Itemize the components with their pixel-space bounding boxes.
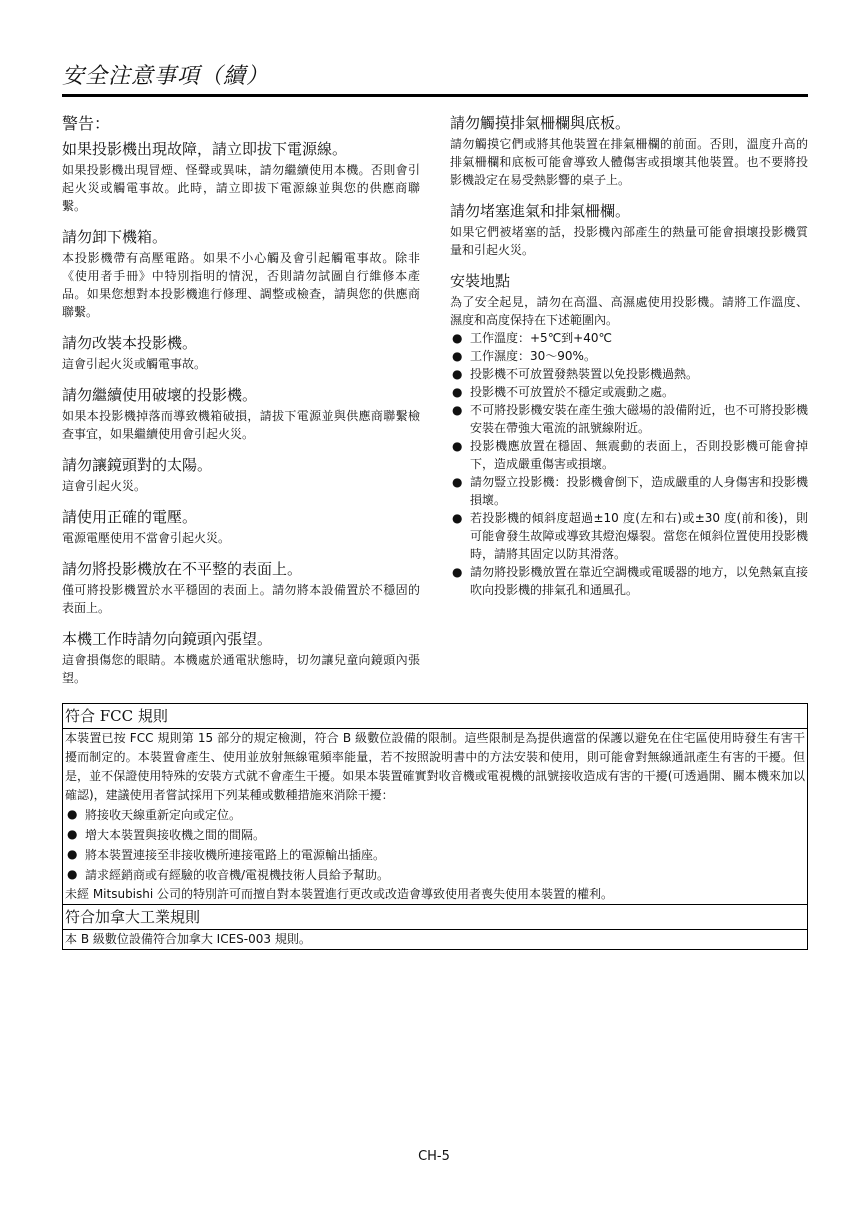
- bullet-icon: ●: [452, 511, 463, 525]
- bullet-icon: ●: [452, 565, 463, 579]
- section-body: 本投影機帶有高壓電路。如果不小心觸及會引起觸電事故。除非《使用者手冊》中特別指明的情況，否則請勿試圖自行維修本產品。如果您想對本投影機進行修理、調整或檢查，請與您的供應商聯繫。: [62, 251, 420, 319]
- list-item: ● 請勿豎立投影機：投影機會倒下，造成嚴重的人身傷害和投影機損壞。: [452, 475, 808, 507]
- fcc-note: 未經 Mitsubishi 公司的特別許可而擅自對本裝置進行更改或改造會導致使用者喪失使用本裝置的權利。: [65, 887, 614, 901]
- section-body: 如果投影機出現冒煙、怪聲或異味，請勿繼續使用本機。否則會引起火災或觸電事故。此時，請立即拔下電源線並與您的供應商聯繫。: [62, 163, 420, 213]
- section-body: 這會損傷您的眼睛。本機處於通電狀態時，切勿讓兒童向鏡頭內張望。: [62, 653, 420, 685]
- list-item: ● 增大本裝置與接收機之間的間隔。: [67, 827, 266, 842]
- bullet-icon: ●: [67, 867, 78, 881]
- right-column: [450, 112, 808, 610]
- fcc-compliance-box: [62, 703, 808, 950]
- bullet-icon: ●: [452, 349, 463, 363]
- section-body: 請勿觸摸它們或將其他裝置在排氣柵欄的前面。否則，溫度升高的排氣柵欄和底板可能會導致人體傷害或損壞其他裝置。也不要將投影機設定在易受熱影響的桌子上。: [450, 137, 808, 187]
- section-heading: 本機工作時請勿向鏡頭內張望。: [62, 630, 273, 648]
- section-body: 如果本投影機掉落而導致機箱破損，請拔下電源並與供應商聯繫檢查事宜，如果繼續使用會引起火災。: [62, 409, 420, 441]
- list-item: ● 將接收天線重新定向或定位。: [67, 807, 242, 822]
- section-heading: 請勿卸下機箱。: [62, 228, 168, 246]
- section-heading: 請勿觸摸排氣柵欄與底板。: [450, 114, 631, 132]
- install-bullet-list: [450, 329, 808, 599]
- list-item: ● 若投影機的傾斜度超過±10 度(左和右)或±30 度(前和後)，則可能會發生故障或導致其燈泡爆裂。當您在傾斜位置使用投影機時，請將其固定以防其滑落。: [452, 511, 808, 561]
- section-damaged: [62, 384, 420, 443]
- page-number: CH-5: [418, 1149, 450, 1164]
- section-body: 如果它們被堵塞的話，投影機內部產生的熱量可能會損壞投影機質量和引起火災。: [450, 225, 808, 257]
- section-lens: [62, 628, 420, 687]
- bullet-icon: ●: [452, 439, 463, 453]
- list-item: ● 請求經銷商或有經驗的收音機/電視機技術人員給予幫助。: [67, 867, 390, 882]
- section-heading: 請勿改裝本投影機。: [62, 334, 198, 352]
- bullet-icon: ●: [452, 385, 463, 399]
- section-malfunction: [62, 138, 420, 215]
- list-item: ● 投影機不可放置於不穩定或震動之處。: [452, 385, 675, 399]
- section-body: 這會引起火災或觸電事故。: [62, 357, 207, 371]
- title-divider: [62, 94, 808, 97]
- page-title: 安全注意事項（續）: [62, 64, 270, 89]
- fcc-heading-row: [63, 704, 807, 729]
- section-heading: 如果投影機出現故障，請立即拔下電源線。: [62, 140, 348, 158]
- section-heading: 請使用正確的電壓。: [62, 508, 198, 526]
- section-body: 僅可將投影機置於水平穩固的表面上。請勿將本設備置於不穩固的表面上。: [62, 583, 420, 615]
- section-voltage: [62, 506, 420, 547]
- list-item: ● 工作濕度：30～90%。: [452, 349, 596, 363]
- section-body: 為了安全起見，請勿在高溫、高濕處使用投影機。請將工作溫度、濕度和高度保持在下述範圍內。: [450, 295, 808, 327]
- section-modify: [62, 332, 420, 373]
- section-sun: [62, 454, 420, 495]
- list-item: ● 請勿將投影機放置在靠近空調機或電暖器的地方，以免熱氣直接吹向投影機的排氣孔和通風孔。: [452, 565, 808, 597]
- section-body: 電源電壓使用不當會引起火災。: [62, 531, 231, 545]
- section-vent-block: [450, 200, 808, 259]
- bullet-icon: ●: [452, 475, 463, 489]
- bullet-icon: ●: [67, 807, 78, 821]
- section-heading: 請勿繼續使用破壞的投影機。: [62, 386, 258, 404]
- warning-label: 警告：: [62, 114, 111, 133]
- section-body: 這會引起火災。: [62, 479, 147, 493]
- bullet-icon: ●: [67, 827, 78, 841]
- bullet-icon: ●: [67, 847, 78, 861]
- list-item: ● 不可將投影機安裝在產生強大磁場的設備附近，也不可將投影機安裝在帶強大電流的訊號線附近。: [452, 403, 808, 435]
- canada-heading-row: [63, 905, 807, 930]
- bullet-icon: ●: [452, 403, 463, 417]
- section-heading: 請勿讓鏡頭對的太陽。: [62, 456, 213, 474]
- section-surface: [62, 558, 420, 617]
- fcc-body: 本裝置已按 FCC 規則第 15 部分的規定檢測，符合 B 級數位設備的限制。這些限制是為提供適當的保護以避免在住宅區使用時發生有害干擾而制定的。本裝置會產生、使用並放射無線電頻率能量，若不按照說明書中的方法安裝和使用，則可能會對無線通訊產生有害的干擾。但是，並不保證使用特殊的安裝方式就不會產生干擾。如果本裝置確實對收音機或電視機的訊號接收造成有害的干擾(可透過開、關本機來加以確認)，建議使用者嘗試採用下列某種或數種措施來消除干擾：: [65, 731, 805, 802]
- section-cabinet: [62, 226, 420, 321]
- section-exhaust-touch: [450, 112, 808, 189]
- list-item: ● 投影機不可放置發熱裝置以免投影機過熱。: [452, 367, 699, 381]
- canada-heading: 符合加拿大工業規則: [65, 908, 201, 926]
- bullet-icon: ●: [452, 367, 463, 381]
- fcc-heading: 符合 FCC 規則: [65, 707, 168, 725]
- canada-body-row: [63, 930, 807, 949]
- list-item: ● 將本裝置連接至非接收機所連接電路上的電源輸出插座。: [67, 847, 386, 862]
- left-column: [62, 112, 420, 698]
- bullet-icon: ●: [452, 331, 463, 345]
- section-heading: 請勿將投影機放在不平整的表面上。: [62, 560, 303, 578]
- section-heading: 安裝地點: [450, 272, 511, 290]
- section-install-location: [450, 270, 808, 599]
- fcc-bullet-list: [63, 805, 807, 885]
- list-item: ● 工作溫度：+5℃到+40℃: [452, 331, 612, 345]
- canada-body: 本 B 級數位設備符合加拿大 ICES-003 規則。: [65, 932, 311, 946]
- list-item: ● 投影機應放置在穩固、無震動的表面上，否則投影機可能會掉下，造成嚴重傷害或損壞。: [452, 439, 808, 471]
- section-heading: 請勿堵塞進氣和排氣柵欄。: [450, 202, 631, 220]
- fcc-body-row: [63, 729, 807, 905]
